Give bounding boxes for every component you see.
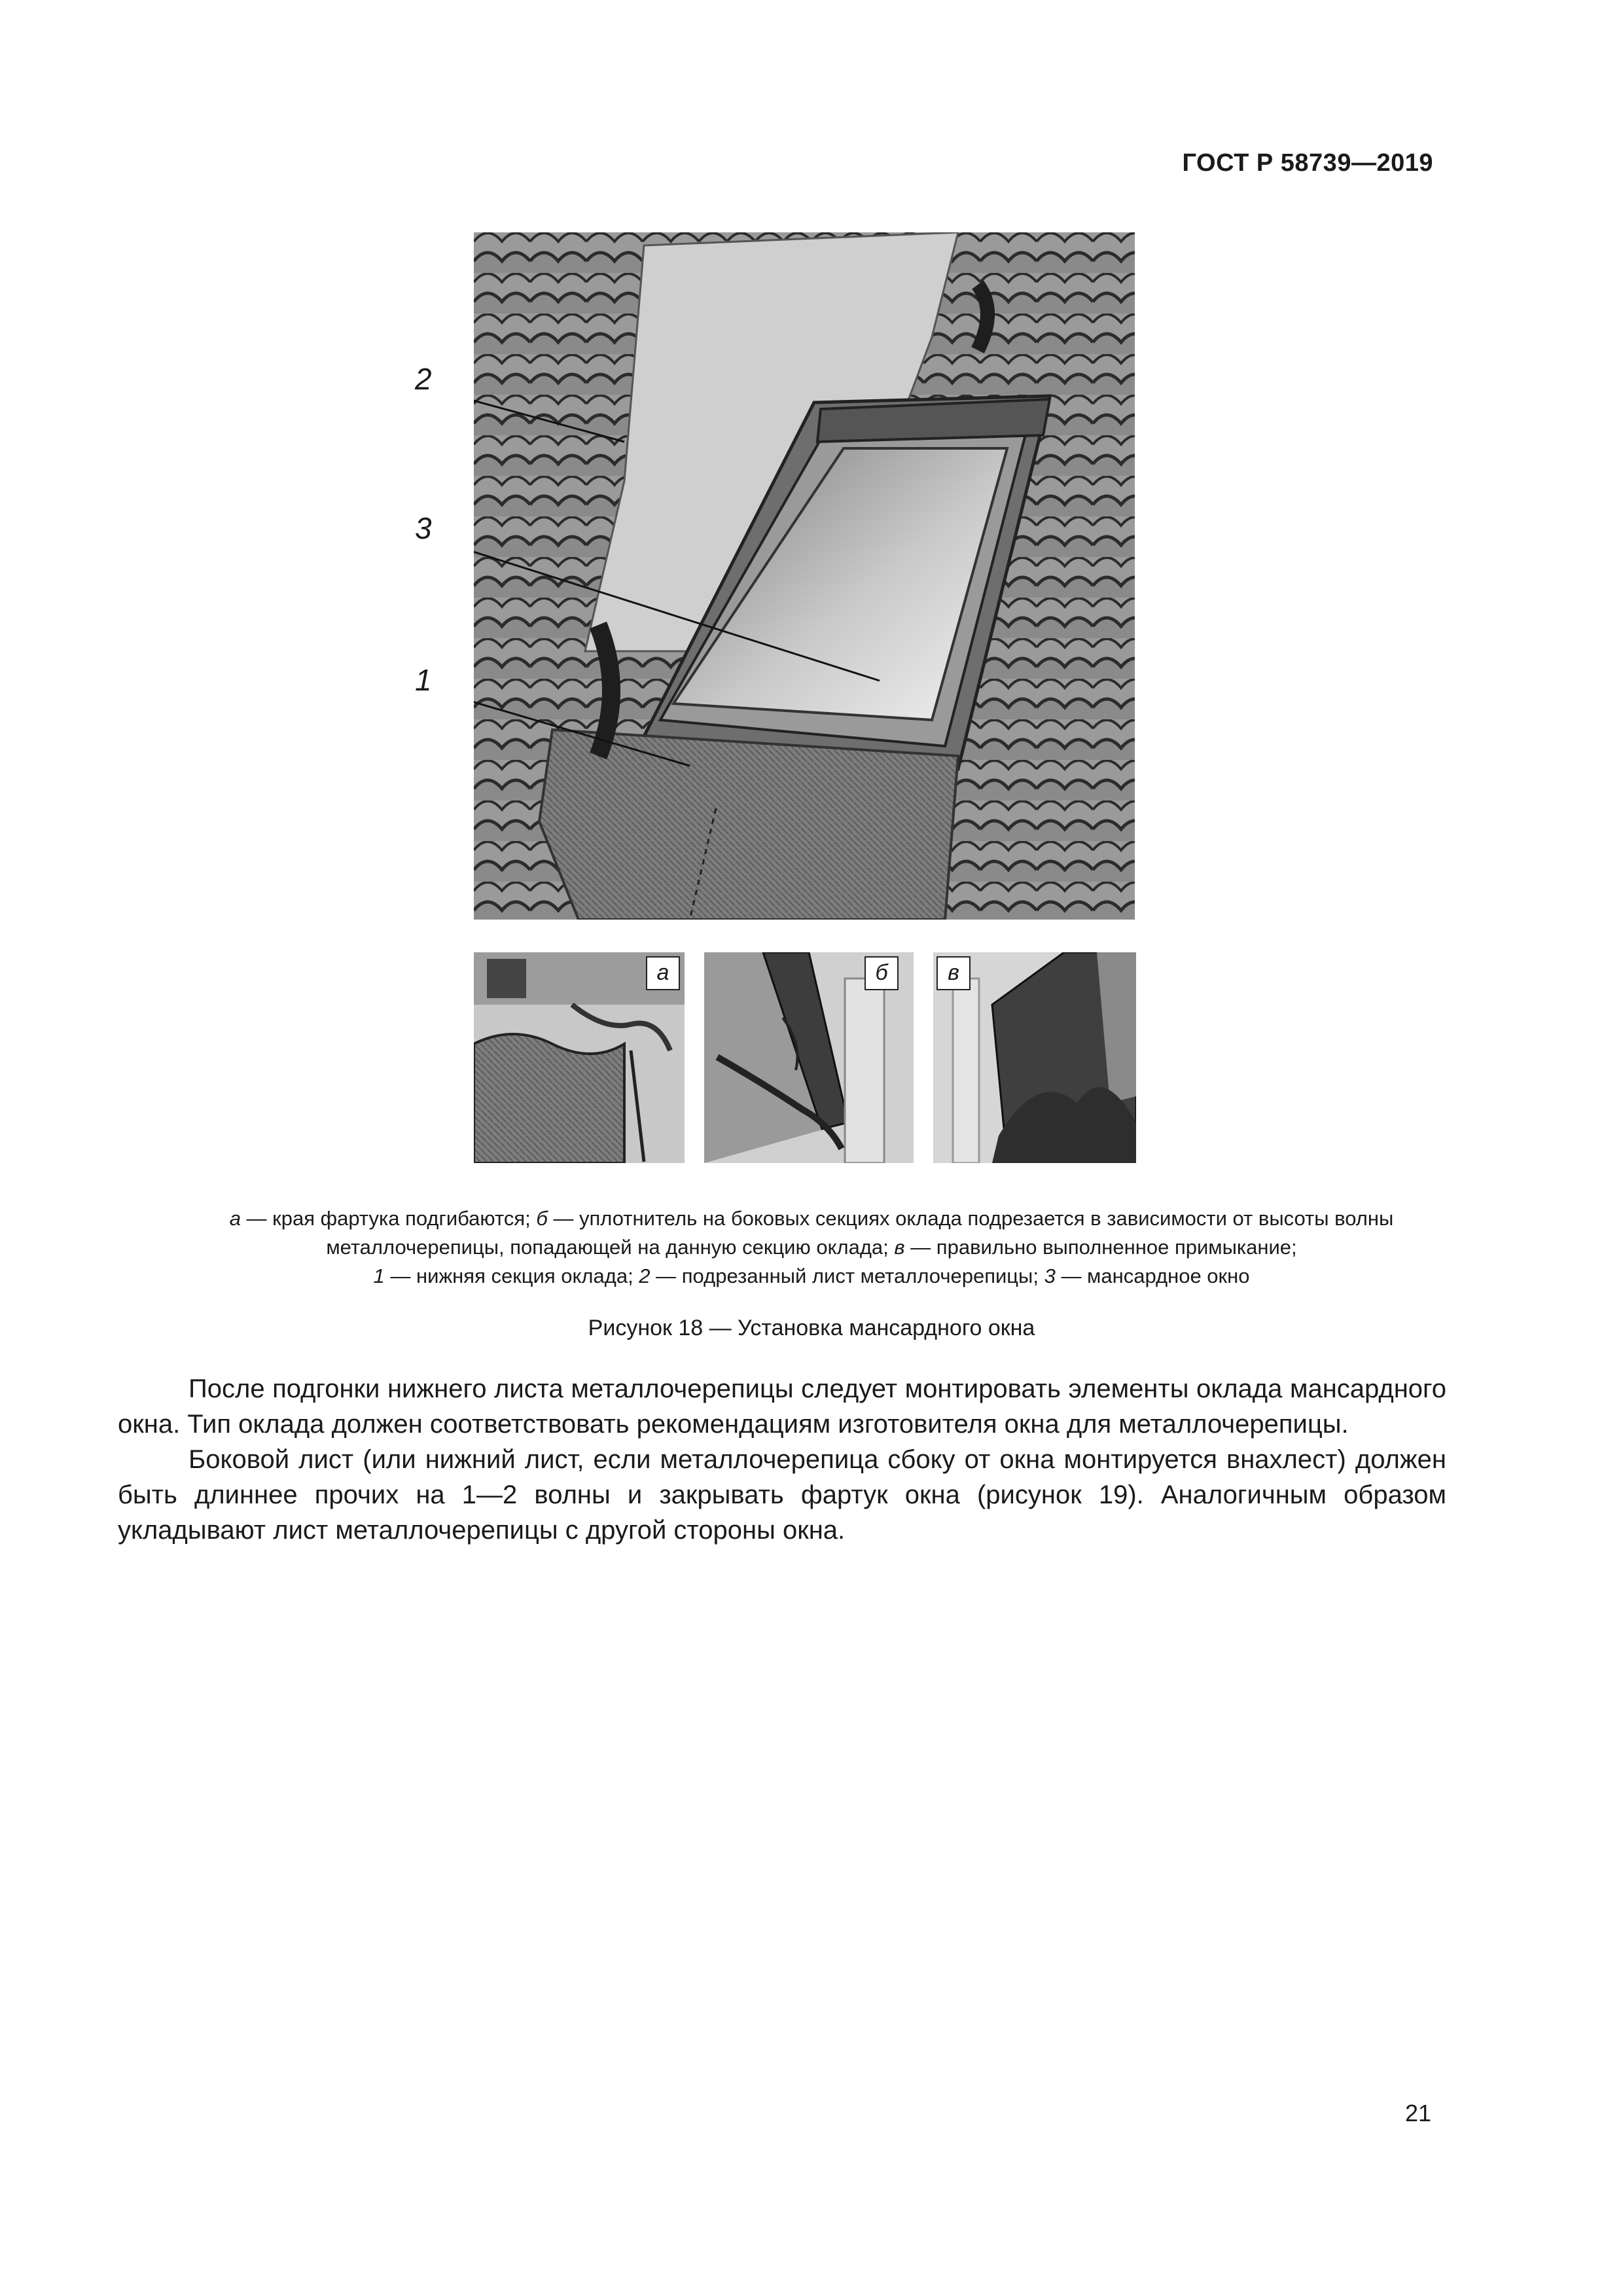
legend-key-2: 2 <box>639 1265 651 1287</box>
legend-text-2: — подрезанный лист металлочерепицы; <box>650 1265 1044 1287</box>
legend-line-1 <box>131 1204 1492 1233</box>
legend-line-3 <box>131 1262 1492 1291</box>
paragraph-2: Боковой лист (или нижний лист, если металлочерепица сбоку от окна монтируется внахлест) должен быть длиннее прочих на 1—2 волны и закрывать фартук окна (рисунок 19). Аналогичным образом укладывают лист металлочерепицы с другой стороны окна. <box>118 1445 1446 1545</box>
panel-label-v: в <box>936 956 971 990</box>
legend-key-b: б <box>536 1207 548 1230</box>
legend-key-a: а <box>229 1207 241 1230</box>
callout-3: 3 <box>415 511 432 545</box>
roof-window-illustration <box>474 232 1135 920</box>
legend-key-v: в <box>894 1236 905 1259</box>
legend-text-a: — края фартука подгибаются; <box>240 1207 537 1230</box>
legend-text-b-cont: металлочерепицы, попадающей на данную секцию оклада; <box>326 1236 895 1259</box>
legend-text-b: — уплотнитель на боковых секциях оклада подрезается в зависимости от высоты волны <box>547 1207 1394 1230</box>
legend-text-1: — нижняя секция оклада; <box>384 1265 639 1287</box>
page-number: 21 <box>1404 2100 1431 2126</box>
panel-label-b: б <box>865 956 899 990</box>
standard-code: ГОСТ Р 58739—2019 <box>1182 149 1433 177</box>
callout-1: 1 <box>415 663 432 697</box>
panel-label-a: а <box>646 956 680 990</box>
figure-legend <box>131 1204 1492 1291</box>
callout-2: 2 <box>415 362 432 396</box>
legend-line-2 <box>131 1233 1492 1262</box>
legend-text-v: — правильно выполненное примыкание; <box>904 1236 1297 1259</box>
legend-key-3: 3 <box>1044 1265 1056 1287</box>
paragraph-1: После подгонки нижнего листа металлочерепицы следует монтировать элементы оклада мансардного окна. Тип оклада должен соответствовать рекомендациям изготовителя окна для металлочерепицы. <box>118 1374 1446 1439</box>
legend-text-3: — мансардное окно <box>1055 1265 1250 1287</box>
figure-caption: Рисунок 18 — Установка мансардного окна <box>588 1316 1035 1340</box>
body-text <box>118 1371 1446 1548</box>
legend-key-1: 1 <box>373 1265 385 1287</box>
